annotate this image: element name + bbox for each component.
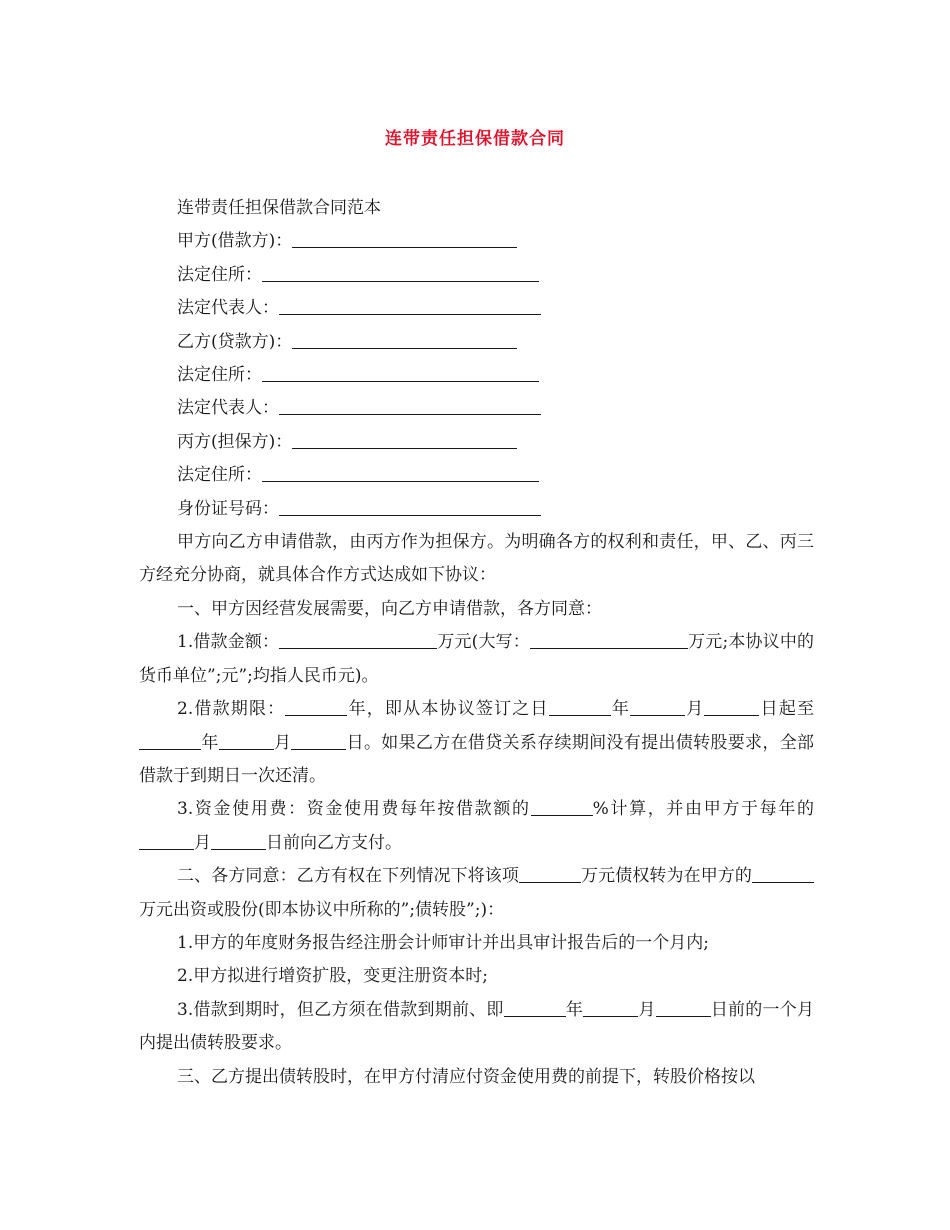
field-party-a <box>139 225 814 258</box>
fill-blank <box>752 864 814 883</box>
text-segment: 3.借款到期时，但乙方须在借款到期前、即 <box>177 999 504 1020</box>
section2-item3 <box>139 994 814 1061</box>
field-label: 法定住所： <box>177 264 262 285</box>
fill-blank <box>583 998 638 1017</box>
text-segment: 万元债权转为在甲方的 <box>580 866 753 887</box>
field-label: 法定代表人： <box>177 398 279 419</box>
field-label: 身份证号码： <box>177 498 279 519</box>
fill-blank <box>549 697 611 716</box>
fill-blank <box>291 731 346 750</box>
text-segment: 日起至 <box>759 699 815 720</box>
fill-blank <box>292 230 517 249</box>
intro-paragraph: 甲方向乙方申请借款，由丙方作为担保方。为明确各方的权利和责任，甲、乙、丙三方经充分协商，就具体合作方式达成如下协议： <box>139 532 814 586</box>
field-label: 法定住所： <box>177 365 262 386</box>
text-segment: 日。如果乙方在借贷关系存续期间没有提出债转股要求，全部借款于到期日一次还清。 <box>139 732 815 786</box>
fill-blank <box>519 864 581 883</box>
fill-blank <box>285 697 347 716</box>
document-body <box>139 192 814 1094</box>
field-label: 法定代表人： <box>177 298 279 319</box>
field-label: 乙方(贷款方)： <box>177 331 293 352</box>
text-segment: 日前的一个月内提出债转股要求。 <box>139 999 814 1054</box>
fill-blank <box>262 263 539 282</box>
fill-blank <box>279 630 437 649</box>
field-label: 法定住所： <box>177 465 262 486</box>
fill-blank <box>219 731 274 750</box>
section1-item2 <box>139 693 814 793</box>
section1-item3 <box>139 793 814 860</box>
text-segment: 万元(大写： <box>437 632 530 653</box>
fill-blank <box>292 430 517 449</box>
text-segment: 2.借款期限： <box>177 699 286 720</box>
fill-blank <box>656 998 711 1017</box>
document-title: 连带责任担保借款合同 <box>385 129 565 149</box>
document-subtitle: 连带责任担保借款合同范本 <box>177 198 381 218</box>
text-segment: 月 <box>273 732 292 753</box>
fill-blank <box>211 831 266 850</box>
text-segment: 万元出资或股份(即本协议中所称的”;债转股”;)： <box>139 899 505 920</box>
fill-blank <box>262 363 539 382</box>
text-segment: 3.资金使用费：资金使用费每年按借款额的 <box>177 799 531 820</box>
text-segment: %计算，并由甲方于每年的 <box>592 799 814 820</box>
text-segment: 年 <box>610 699 631 720</box>
section2-heading <box>139 860 814 927</box>
section2-item2: 2.甲方拟进行增资扩股，变更注册资本时; <box>177 966 488 987</box>
field-address <box>139 259 814 292</box>
fill-blank <box>504 998 566 1017</box>
field-legal-rep <box>139 292 814 325</box>
fill-blank <box>279 397 541 416</box>
fill-blank <box>531 797 593 816</box>
field-party-c <box>139 426 814 459</box>
field-address <box>139 459 814 492</box>
fill-blank <box>530 630 688 649</box>
text-segment: 月 <box>194 832 211 853</box>
fill-blank <box>630 697 685 716</box>
text-segment: 年 <box>201 732 219 753</box>
field-address <box>139 359 814 392</box>
fill-blank <box>139 731 201 750</box>
section3-paragraph: 三、乙方提出债转股时，在甲方付清应付资金使用费的前提下，转股价格按以 <box>177 1066 755 1087</box>
fill-blank <box>279 497 541 516</box>
field-id-number <box>139 493 814 526</box>
fill-blank <box>279 296 541 315</box>
field-party-b <box>139 326 814 359</box>
text-segment: 二、各方同意：乙方有权在下列情况下将该项 <box>177 866 519 887</box>
text-segment: 1.借款金额： <box>177 632 280 653</box>
fill-blank <box>139 831 194 850</box>
fill-blank <box>292 330 517 349</box>
text-segment: 年，即从本协议签订之日 <box>347 699 549 720</box>
section1-item1 <box>139 626 814 693</box>
text-segment: 万元;本协议中的货币单位”;元”;均指人民币元)。 <box>139 632 814 686</box>
text-segment: 月 <box>638 999 656 1020</box>
section2-item1: 1.甲方的年度财务报告经注册会计师审计并出具审计报告后的一个月内; <box>177 932 709 953</box>
field-legal-rep <box>139 392 814 425</box>
fill-blank <box>262 463 539 482</box>
field-label: 丙方(担保方)： <box>177 431 293 452</box>
section1-heading: 一、甲方因经营发展需要，向乙方申请借款，各方同意： <box>177 598 602 619</box>
fill-blank <box>704 697 759 716</box>
field-label: 甲方(借款方)： <box>177 231 293 252</box>
text-segment: 年 <box>565 999 584 1020</box>
text-segment: 月 <box>685 699 705 720</box>
text-segment: 日前向乙方支付。 <box>266 832 402 853</box>
